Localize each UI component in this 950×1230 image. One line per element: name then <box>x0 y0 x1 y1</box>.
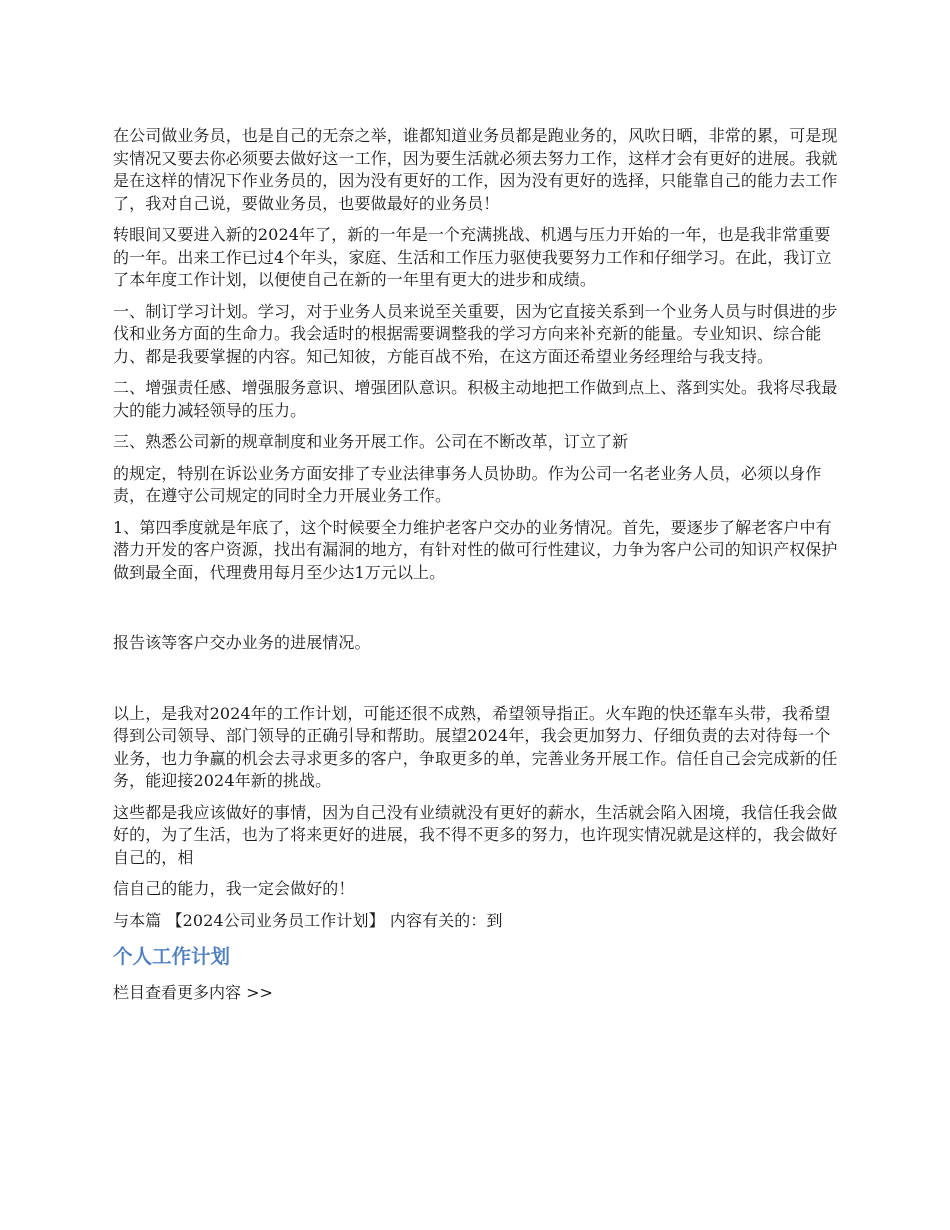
section-title-link[interactable]: 个人工作计划 <box>113 945 231 968</box>
paragraph-rules-start: 三、熟悉公司新的规章制度和业务开展工作。公司在不断改革，订立了新 <box>113 432 629 451</box>
paragraph-summary: 以上，是我对2024年的工作计划，可能还很不成熟，希望领导指正。火车跑的快还靠车头带，我希望得到公司领导、部门领导的正确引导和帮助。展望2024年，我会更加努力、仔细负责的去对待每一个业务，也力争赢的机会去寻求更多的客户，争取更多的单，完善业务开展工作。信任自己会完成新的任务，能迎接2024年新的挑战。 <box>113 703 838 790</box>
paragraph-q4: 1、第四季度就是年底了，这个时候要全力维护老客户交办的业务情况。首先，要逐步了解老客户中有潜力开发的客户资源，找出有漏洞的地方，有针对性的做可行性建议，力争为客户公司的知识产权保护做到最全面，代理费用每月至少达1万元以上。 <box>113 517 838 582</box>
paragraph-intro: 在公司做业务员，也是自己的无奈之举，谁都知道业务员都是跑业务的，风吹日晒，非常的累，可是现实情况又要去你必须要去做好这一工作，因为要生活就必须去努力工作，这样才会有更好的进展。我就是在这样的情况下作业务员的，因为没有更好的工作，因为没有更好的选择，只能靠自己的能力去工作了，我对自己说，要做业务员，也要做最好的业务员！ <box>113 126 838 213</box>
paragraph-report: 报告该等客户交办业务的进展情况。 <box>113 633 371 652</box>
paragraph-study-plan: 一、制订学习计划。学习，对于业务人员来说至关重要，因为它直接关系到一个业务人员与时俱进的步伐和业务方面的生命力。我会适时的根据需要调整我的学习方向来补充新的能量。专业知识、综合能力、都是我要掌握的内容。知己知彼，方能百战不殆，在这方面还希望业务经理给与我支持。 <box>113 301 838 366</box>
related-articles-line: 与本篇 【2024公司业务员工作计划】 内容有关的：到 <box>113 910 503 930</box>
paragraph-closing-end: 信自己的能力，我一定会做好的！ <box>113 879 355 898</box>
paragraph-rules-cont: 的规定，特别在诉讼业务方面安排了专业法律事务人员协助。作为公司一名老业务人员，必须以身作责，在遵守公司规定的同时全力开展业务工作。 <box>113 463 822 505</box>
paragraph-responsibility: 二、增强责任感、增强服务意识、增强团队意识。积极主动地把工作做到点上、落到实处。我将尽我最大的能力减轻领导的压力。 <box>113 378 838 420</box>
document-page <box>113 125 841 1004</box>
paragraph-closing: 这些都是我应该做好的事情，因为自己没有业绩就没有更好的薪水，生活就会陷入困境，我信任我会做好的，为了生活，也为了将来更好的进展，我不得不更多的努力，也许现实情况就是这样的，我会做好自己的，相 <box>113 802 838 867</box>
more-content-link[interactable]: 栏目查看更多内容 >> <box>113 983 273 1002</box>
paragraph-new-year: 转眼间又要进入新的2024年了，新的一年是一个充满挑战、机遇与压力开始的一年，也是我非常重要的一年。出来工作已过4个年头，家庭、生活和工作压力驱使我要努力工作和仔细学习。在此，我订立了本年度工作计划，以便使自己在新的一年里有更大的进步和成绩。 <box>113 225 832 289</box>
